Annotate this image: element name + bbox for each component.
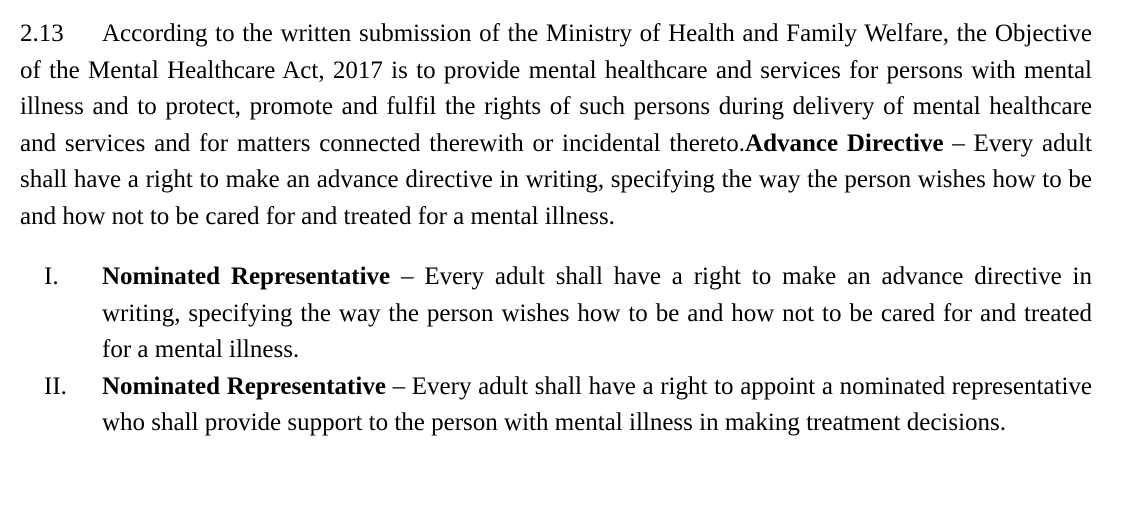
list-item-numeral: I. — [44, 263, 59, 290]
list-item-numeral: II. — [44, 372, 67, 400]
provisions-list — [20, 259, 1092, 442]
list-item-term: Nominated Representative — [102, 372, 386, 400]
list-item-text: – Every adult shall have a right to make an advance directive in writing, specifying the way the person wishes how to be and how not to be cared for and treated for a mental illness. — [102, 263, 1092, 363]
advance-directive-term: Advance Directive — [745, 129, 944, 157]
document-page — [20, 16, 1092, 442]
section-paragraph — [20, 16, 1092, 235]
section-text-intro: According to the written submission of the Ministry of Health and Family Welfare, the Objective of the Mental Healthcare Act, 2017 is to provide mental healthcare and services for persons with mental illness and to protect, promote and fulfil the rights of such persons during delivery of mental healthcare and services and for matters connected therewith or incidental thereto. — [20, 20, 1092, 157]
list-item-text: – Every adult shall have a right to appoint a nominated representative who shall provide support to the person with mental illness in making treatment decisions. — [102, 372, 1092, 436]
list-item — [20, 369, 1092, 442]
list-item — [20, 259, 1092, 369]
section-number: 2.13 — [20, 20, 64, 47]
list-item-term: Nominated Representative — [102, 263, 391, 290]
advance-directive-text: – Every adult shall have a right to make an advance directive in writing, specifying the way the person wishes how to be and how not to be cared for and treated for a mental illness. — [20, 129, 1092, 230]
